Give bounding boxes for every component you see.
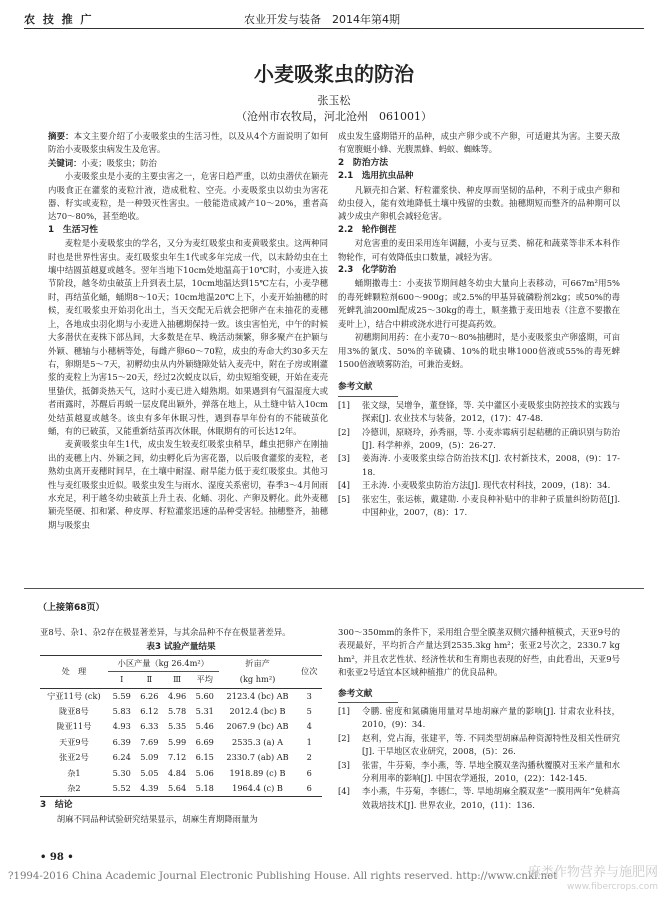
upper-right-column xyxy=(338,130,620,519)
cell-rank: 5 xyxy=(306,706,312,717)
article-author: 张玉松 xyxy=(317,94,351,107)
section-2-3-paragraph-2: 初穗期间用药：在小麦70～80%抽穗时，是小麦吸浆虫产卵盛期，可亩用3%的氰戊、50%的辛硫磷、10%的吡虫啉1000倍液或55%的毒死蜱1500倍液喷雾防治，可兼治麦蚜。 xyxy=(338,332,620,369)
cell-rep-3: 5.78 xyxy=(167,706,187,717)
cell-rank: 3 xyxy=(306,690,312,701)
cell-rep-1: 4.93 xyxy=(112,721,131,732)
abstract-label: 摘要： xyxy=(48,131,74,141)
keywords xyxy=(48,157,328,170)
cell-variety: 陇亚11号 xyxy=(56,721,92,732)
lower-references-heading: 参考文献 xyxy=(338,688,373,699)
page-number: • 98 • xyxy=(40,852,74,863)
conclusion-continuation: 300～350mm的条件下，采用组合型全膜垄双侧穴播种植模式，天亚9号的表现最好，平均折合产量达到2535.3kg hm²；张亚2号次之，2330.7 kg hm²，并且农艺性状、经济性状和生育期也表现的好些，由此看出，天亚9号和张亚2号适宜本区域种植推广的优良品种。 xyxy=(338,627,620,678)
table-caption: 表3 试验产量结果 xyxy=(146,642,216,653)
cell-rep-3: 5.35 xyxy=(167,721,187,732)
section-2-2-paragraph: 对危害重的麦田采用连年调翻，小麦与豆类、棉花和蔬菜等非禾本科作物轮作，可有效降低虫口数量，减轻为害。 xyxy=(338,238,620,262)
section-2-2-heading: 2.2 轮作倒茬 xyxy=(338,224,397,235)
continued-label: （上接第68页） xyxy=(38,603,105,613)
cell-variety: 陇亚8号 xyxy=(59,706,89,717)
header-rep-1: Ⅰ xyxy=(108,672,136,688)
section-1-paragraph-2: 麦黄吸浆虫年生1代，成虫发生较麦红吸浆虫稍早，雌虫把卵产在刚抽出的麦穗上内、外颖之间，幼虫孵化后为害花器，以后吸食灌浆的麦粒，老熟幼虫离开麦穗时间早，在土壤中耐湿、耐旱能力低于麦红吸浆虫。其他习性与麦红吸浆虫近似。吸浆虫发生与雨水、湿度关系密切，春季3～4月间雨水充足，利于越冬幼虫破茧上升土表、化蛹、羽化、产卵及孵化。此外麦穗颖壳坚硬、扣和紧、种皮厚、籽粒灌浆迅速的品种受害轻。抽穗整齐，抽穗期与吸浆虫 xyxy=(48,439,328,530)
references-rule xyxy=(338,396,398,397)
cell-average: 5.06 xyxy=(195,767,214,778)
abstract-text: 本文主要介绍了小麦吸浆虫的生活习性，以及从4个方面说明了如何防治小麦吸浆虫病发生及危害。 xyxy=(48,131,329,155)
cell-rep-1: 6.39 xyxy=(112,736,131,747)
reference-item xyxy=(338,785,620,812)
cell-rep-2: 6.26 xyxy=(140,690,159,701)
reference-number: [4] xyxy=(338,480,350,491)
watermark xyxy=(528,866,658,894)
section-2-3-paragraph-1: 蛹期撒毒土：小麦拔节期间越冬幼虫大量向上表移动，可667m²用5%的毒死蜱颗粒剂600～900g；或2.5%的甲基异硫磷粉剂2kg；或50%的毒死蜱乳油200ml配成25～30kg的毒土，顺垄撒于麦田地表（注意不要撒在麦叶上），结合中耕或浇水进行可提高药效。 xyxy=(338,278,620,329)
article-divider xyxy=(24,588,644,589)
reference-item xyxy=(338,732,620,759)
abstract xyxy=(48,130,328,157)
reference-number: [3] xyxy=(338,453,350,464)
table-row xyxy=(40,781,322,797)
cell-rep-3: 5.99 xyxy=(167,736,187,747)
section-1-heading: 1 生活习性 xyxy=(48,224,99,235)
reference-number: [2] xyxy=(338,426,350,437)
cell-rep-2: 7.69 xyxy=(140,736,159,747)
section-2-3-heading: 2.3 化学防治 xyxy=(338,265,397,276)
header-converted: 折亩产 xyxy=(219,655,297,671)
cell-rep-2: 6.12 xyxy=(140,706,159,717)
header-plot-yield: 小区产量（kg 26.4m²） xyxy=(108,655,219,671)
cell-variety: 张亚2号 xyxy=(59,752,89,763)
reference-number: [4] xyxy=(338,786,350,797)
table-header-row xyxy=(40,655,322,671)
reference-item xyxy=(338,479,620,492)
section-1-continuation: 成虫发生盛期错开的品种，成虫产卵少或不产卵，可适避其为害。主要天敌有宽腹蜓小蜂、光腹黑蜂、蚂蚁、蜘蛛等。 xyxy=(338,131,620,155)
header-average: 平均 xyxy=(191,672,219,688)
reference-text: 冷德训，原晓玲，孙秀丽，等. 小麦赤霉病引起秸穗的正确识别与防治[J]. 科学种养，2009，(5)：26-27. xyxy=(362,426,620,450)
lower-left-column xyxy=(40,626,322,826)
upper-left-column xyxy=(48,130,328,532)
table-row xyxy=(40,704,322,719)
reference-number: [5] xyxy=(338,493,350,504)
journal-issue: 农业开发与装备 2014年第4期 xyxy=(244,13,400,26)
reference-number: [1] xyxy=(338,399,350,410)
cell-rank: 6 xyxy=(306,767,312,778)
references-list xyxy=(338,399,620,520)
reference-number: [3] xyxy=(338,759,350,770)
reference-text: 张文绿，吴增争，董登锋，等. 关中灌区小麦吸浆虫防控技术的实践与探索[J]. 农业技术与装备，2012，(17)：47-48. xyxy=(362,399,620,424)
cell-converted: 2123.4 (bc) AB xyxy=(226,690,289,701)
reference-item xyxy=(338,399,620,426)
reference-item xyxy=(338,493,620,520)
yield-table xyxy=(40,655,322,798)
references-heading: 参考文献 xyxy=(338,382,373,393)
cell-rep-2: 5.09 xyxy=(140,752,159,763)
header-rep-2: Ⅱ xyxy=(136,672,164,688)
header-converted-unit: (kg hm²) xyxy=(219,672,297,688)
lower-intro: 亚8号、杂1、杂2存在极显著差异，与其余品种不存在极显著差异。 xyxy=(40,627,291,637)
cell-rank: 6 xyxy=(296,781,322,797)
cell-rep-3: 7.12 xyxy=(167,752,187,763)
cell-rep-2: 5.05 xyxy=(140,767,159,778)
section-3-heading: 3 结论 xyxy=(40,800,73,811)
section-label: 农 技 推 广 xyxy=(24,13,94,26)
cell-rank: 4 xyxy=(306,721,312,732)
cell-average: 5.31 xyxy=(195,706,214,717)
cell-rep-1: 5.30 xyxy=(112,767,131,778)
table-row xyxy=(40,688,322,704)
reference-text: 王永涛. 小麦吸浆虫防治方法[J]. 现代农村科技，2009，(18)：34. xyxy=(362,480,611,491)
cell-rep-2: 6.33 xyxy=(140,721,159,732)
running-header xyxy=(24,8,644,30)
header-rank: 位次 xyxy=(296,655,322,688)
reference-text: 令鹏. 密度和氮磷施用量对旱地胡麻产量的影响[J]. 甘肃农业科技，2010，(9)：34. xyxy=(362,706,620,730)
reference-text: 李小燕，牛芬菊，李德仁，等. 旱地胡麻全膜双垄“一膜用两年”免耕高效栽培技术[J]. 世界农业，2010，(11)：136. xyxy=(362,786,620,810)
cell-variety: 天亚9号 xyxy=(59,736,89,747)
watermark-text: 麻类作物营养与施肥网 xyxy=(527,865,658,880)
header-treatment: 处 理 xyxy=(40,655,108,688)
cell-converted: 1964.4 (c) B xyxy=(219,781,297,797)
reference-text: 赵利，党占海，张建平，等. 不同类型胡麻品种资源特性及相关性研究[J]. 干旱地区农业研究，2008，(5)：26. xyxy=(362,732,620,757)
cell-average: 6.69 xyxy=(195,736,214,747)
table-row xyxy=(40,766,322,781)
cell-average: 5.46 xyxy=(195,721,214,732)
section-2-1-paragraph: 凡颖壳扣合紧、籽粒灌浆快、种皮厚而坚韧的品种，不利于成虫产卵和幼虫侵入，能有效地降低土壤中残留的虫数。抽穗期短而整齐的品种期可以减少成虫产卵机会减轻危害。 xyxy=(338,184,620,222)
reference-item xyxy=(338,759,620,786)
reference-text: 张宏生，张运栋，戴建勋. 小麦良种补贴中的非种子质量纠纷防范[J]. 中国种业，2007，(8)：17. xyxy=(362,493,620,517)
cell-variety: 宁亚11号 (ck) xyxy=(47,690,101,701)
reference-text: 姜海涛. 小麦吸浆虫综合防治技术[J]. 农村新技术，2008，(9)：17-18. xyxy=(362,453,620,477)
cell-average: 5.60 xyxy=(195,690,214,701)
reference-number: [2] xyxy=(338,732,350,743)
cell-rep-1: 5.59 xyxy=(112,690,131,701)
cell-average: 5.18 xyxy=(191,781,219,797)
cell-rep-1: 5.83 xyxy=(112,706,131,717)
cell-rep-2: 4.39 xyxy=(136,781,164,797)
cell-variety: 杂2 xyxy=(40,781,108,797)
keywords-label: 关键词： xyxy=(48,157,82,168)
cell-converted: 2012.4 (bc) B xyxy=(229,706,286,717)
cell-rep-3: 4.84 xyxy=(167,767,187,778)
intro-paragraph: 小麦吸浆虫是小麦的主要虫害之一，危害日趋严重，以幼虫潜伏在颖壳内吸食正在灌浆的麦粒汁液，造成秕粒、空壳。小麦吸浆虫以幼虫为害花器、籽实或麦粒，是一种毁灭性害虫。一般能造成减产10～20%，重者高达70～80%，甚至绝收。 xyxy=(48,171,328,222)
cell-converted: 2330.7 (ab) AB xyxy=(226,752,289,763)
watermark-url: www.fibercrops.com xyxy=(567,882,658,892)
cell-converted: 1918.89 (c) B xyxy=(229,767,286,778)
keywords-text: 小麦；吸浆虫；防治 xyxy=(81,157,157,168)
article-affiliation: （沧州市农牧局，河北沧州 061001） xyxy=(236,110,432,123)
lower-right-column xyxy=(338,626,620,812)
section-1-paragraph-1: 麦粒是小麦吸浆虫的学名，又分为麦红吸浆虫和麦黄吸浆虫。这两种同时也是世界性害虫。麦红吸浆虫年生1代或多年完成一代，以末龄幼虫在土壤中结圆茧越夏或越冬。翌年当地下10cm处地温高于10℃时，小麦进入拔节阶段，越冬幼虫破茧上升到表土层，10cm地温达到15℃左右，小麦孕穗时，再结茧化蛹，蛹期8～10天；10cm地温20℃上下，小麦开始抽穗的时候，麦红吸浆虫开始羽化出土，当天交配无后就会把卵产在未抽花的麦穗上，各地成虫羽化期与小麦进入抽穗期保持一致。该虫害怕光，中午的时候大多潜伏在麦株下部丛间，大多数是在早、晚活动频繁，卵多聚产在护颖与外颖、穗轴与小穗柄等处，每雌产卵60～70粒，成虫的寿命大约30多天左右，卵期是5～7天，初孵幼虫从内外颖缝隙处钻入麦壳中，附在子房或刚灌浆的麦粒上为害15～20天，经过2次蜕皮以后，幼虫短缩变硬，开始在麦壳里蛰伏，抵御炎热天气，这时小麦已进入蜡熟期。如果遇到有气温湿度大或者雨露时，苏醒后再蜕一层皮爬出颖外，弹落在地上，从土缝中钻入10cm处结茧越夏或越冬。该虫有多年休眠习性，遇到春旱年份有的不能破茧化蛹，有的已破茧，又能重新结茧再次休眠，休眠期有的可长达12年。 xyxy=(48,238,328,436)
table-row xyxy=(40,735,322,750)
cell-rep-3: 5.64 xyxy=(163,781,191,797)
header-rule xyxy=(24,28,644,29)
reference-number: [1] xyxy=(338,706,350,717)
cell-rep-3: 4.96 xyxy=(167,690,187,701)
section-2-1-heading: 2.1 选用抗虫品种 xyxy=(338,171,414,182)
cell-rep-1: 5.52 xyxy=(108,781,136,797)
cell-rank: 1 xyxy=(306,736,312,747)
article-title: 小麦吸浆虫的防治 xyxy=(254,62,414,86)
reference-item xyxy=(338,426,620,453)
reference-item xyxy=(338,452,620,479)
cell-average: 6.15 xyxy=(195,752,214,763)
cell-rank: 2 xyxy=(306,752,312,763)
copyright-text: ?1994-2016 China Academic Journal Electronic Publishing House. All rights reserved. http://www.cnki.net xyxy=(8,871,558,882)
reference-item xyxy=(338,705,620,732)
table-row xyxy=(40,719,322,734)
lower-references-list xyxy=(338,705,620,812)
cell-converted: 2535.3 (a) A xyxy=(232,736,284,747)
table-row xyxy=(40,750,322,765)
reference-text: 张雷，牛芬菊，李小燕，等. 旱地全膜双垄沟播秋覆膜对玉米产量和水分利用率的影响[J]. 中国农学通报，2010，(22)：142-145. xyxy=(362,759,620,784)
cell-variety: 杂1 xyxy=(67,767,81,778)
cell-converted: 2067.9 (bc) AB xyxy=(226,721,289,732)
cell-rep-1: 6.24 xyxy=(112,752,131,763)
lower-references-rule xyxy=(338,702,398,703)
section-3-paragraph: 胡麻不同品种试验研究结果显示，胡麻生育期降雨量为 xyxy=(56,813,258,824)
section-2-heading: 2 防治方法 xyxy=(338,157,389,168)
header-rep-3: Ⅲ xyxy=(163,672,191,688)
